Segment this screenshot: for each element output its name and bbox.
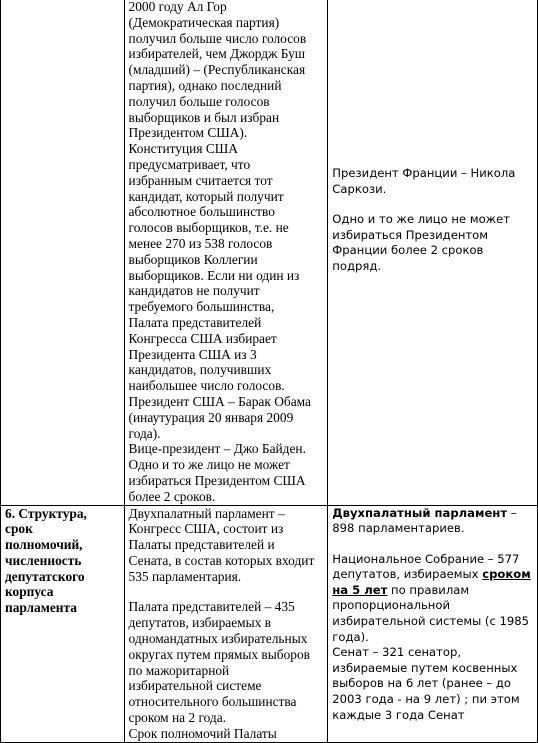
text-line: Одно и то же лицо не может <box>332 212 510 227</box>
text-line: года). <box>128 425 161 441</box>
text-line: избирательной системе <box>128 678 262 694</box>
text-line: (Демократическая партия) <box>128 14 280 30</box>
text-line: Конгресса США избирает <box>128 330 277 346</box>
text-line: полномочий, <box>5 537 83 553</box>
usa-cell <box>124 505 328 742</box>
text-line: одномандатных избирательных <box>128 631 308 647</box>
text-line: 6. Структура, <box>5 505 87 521</box>
text-line: Одно и то же лицо не может <box>128 457 290 473</box>
text-line: (младший) – (Республиканская <box>128 62 306 78</box>
text-line: Палата представителей <box>128 314 262 330</box>
row-heading-cell <box>1 0 125 505</box>
usa-election-text <box>129 0 324 505</box>
text-line: менее 270 из 538 голосов <box>128 235 273 251</box>
text-line: избирателей, чем Джордж Буш <box>128 46 306 62</box>
text-line: парламента <box>5 600 77 616</box>
text-line: по мажоритарной <box>128 662 230 678</box>
term-emphasis: на 5 лет <box>332 582 388 597</box>
text-line: кандидат, который получит <box>128 188 284 204</box>
text-line: получил больше голосов <box>128 93 270 109</box>
text-line: округах путем прямых выборов <box>128 646 310 662</box>
text-line: избранным считается тот <box>128 172 273 188</box>
france-cell <box>328 0 538 505</box>
row-heading-cell <box>1 505 125 742</box>
text-line: каждые 3 года Сенат <box>332 707 465 722</box>
text-line: избираться Президентом <box>332 227 488 242</box>
text-line: требуемого большинства, <box>128 299 275 315</box>
text-line: 535 парламентария. <box>128 568 242 584</box>
bicameral-parliament-label: Двухпалатный парламент <box>332 505 508 520</box>
text-line: наибольшее число голосов. <box>128 378 285 394</box>
text-line: предусматривает, что <box>128 156 251 172</box>
house-of-representatives-text <box>129 599 324 741</box>
text-line: Сенат – 321 сенатор, <box>332 645 462 660</box>
text-line: кандидатов, получивших <box>128 362 272 378</box>
text-line: выборов на 6 лет (ранее – до <box>332 676 512 691</box>
text-line: выборщиков. Если ни один из <box>128 267 300 283</box>
text-line: более 2 сроков. <box>128 488 216 504</box>
text-line: Вице-президент – Джо Байден. <box>128 441 306 457</box>
france-term-limit-text <box>332 212 533 274</box>
text-line: Президент США – Барак Обама <box>128 393 311 409</box>
term-emphasis: сроком <box>482 567 531 582</box>
text-line: (инаутурация 20 января 2009 <box>128 409 294 425</box>
table-row <box>1 505 538 742</box>
text-line: Президент Франции – Никола <box>332 166 516 180</box>
text-line: 2000 году Ал Гор <box>128 0 227 14</box>
france-parliament-text: Двухпалатный парламент – 898 парламентариев. <box>332 505 517 536</box>
text-line: депутатов, избираемых в <box>128 615 272 631</box>
text-line: срок <box>5 521 33 537</box>
usa-cell <box>124 0 328 505</box>
text-line: партия), однако последний <box>128 77 282 93</box>
text-line: Палаты представителей и <box>128 537 275 553</box>
text-line: Палата представителей – 435 <box>128 599 295 615</box>
france-president-text <box>332 166 533 197</box>
us-congress-text <box>129 506 324 585</box>
text-line: сроком на 2 года. <box>128 710 227 726</box>
text-line: Президента США из 3 <box>128 346 257 362</box>
text-line: депутатского <box>5 568 85 584</box>
national-assembly-text: Национальное Собрание – 577 депутатов, избираемых сроком на 5 лет по правилам пропорциональной избирательной системы (с 1985 года). <box>332 551 531 644</box>
text-line: Срок полномочий Палаты <box>128 725 277 741</box>
text-line: подряд. <box>332 258 382 273</box>
text-line: Президентом США). <box>128 125 248 141</box>
text-line: Конституция США <box>128 141 238 157</box>
text-line: выборщиков и был избран <box>128 109 280 125</box>
text-line: корпуса <box>5 584 54 600</box>
text-line: выборщиков Коллегии <box>128 251 258 267</box>
text-line: Конгресс США, состоит из <box>128 521 284 537</box>
text-line: получил больше число голосов <box>128 30 307 46</box>
text-line: Сената, в состав которых входит <box>128 552 315 568</box>
text-line: относительного большинства <box>128 694 297 710</box>
text-line: абсолютное большинство <box>128 204 275 220</box>
senate-text <box>332 645 533 723</box>
table-row <box>1 0 538 505</box>
france-cell <box>328 505 538 742</box>
text-line: 2003 года - на 9 лет) ; пи этом <box>332 692 520 707</box>
text-line: Франции более 2 сроков <box>332 243 484 258</box>
text-line: голосов выборщиков, т.е. не <box>128 220 289 236</box>
text-line: Саркози. <box>332 181 387 196</box>
text-line: кандидатов не получит <box>128 283 260 299</box>
row-heading-parliament <box>5 506 120 617</box>
text-line: избираемые путем косвенных <box>332 660 518 675</box>
text-line: Двухпалатный парламент – <box>128 505 285 521</box>
text-line: избираться Президентом США <box>128 472 306 488</box>
text-line: численность <box>5 552 82 568</box>
